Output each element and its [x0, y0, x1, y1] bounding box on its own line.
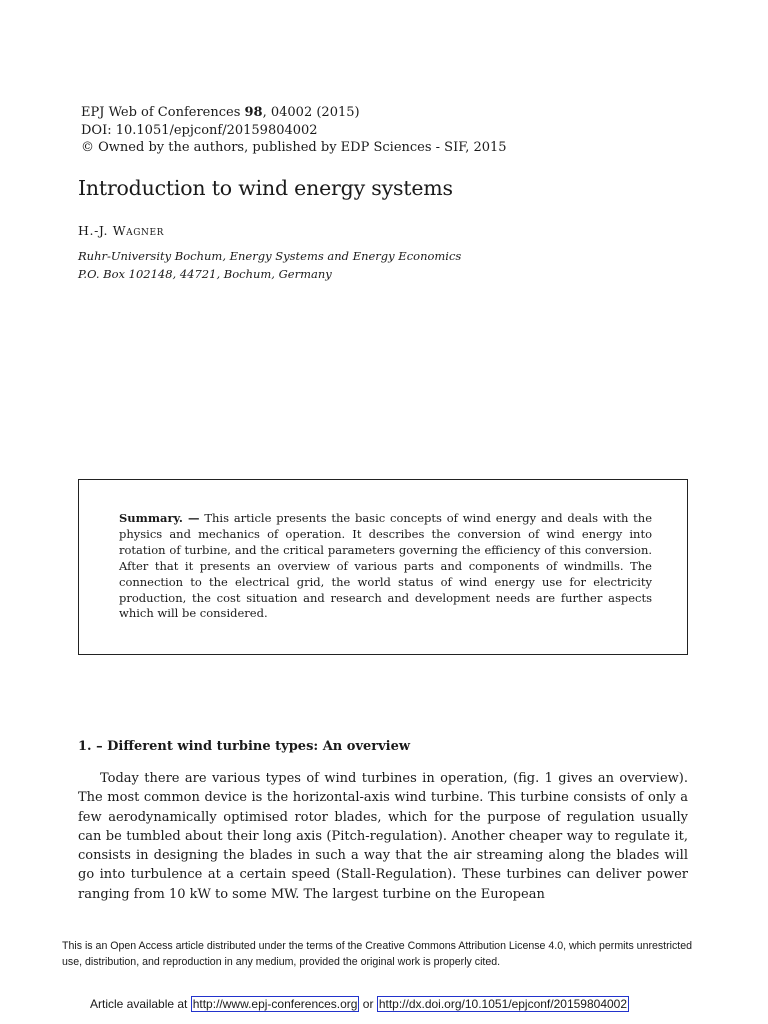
section-body: [78, 769, 688, 904]
summary-body: This article presents the basic concepts of wind energy and deals with the physics and mechanics of operation. It describes the conversion of wind energy into rotation of turbine, and the critical parameters governing the efficiency of this conversion. After that it presents an overview of various parts and components of windmills. The connection to the electrical grid, the world status of wind energy use for electricity production, the cost situation and research and development needs are further aspects which will be considered.: [119, 511, 653, 621]
affiliation-line-2: P.O. Box 102148, 44721, Bochum, Germany: [78, 267, 332, 281]
section-heading: 1. – Different wind turbine types: An overview: [78, 739, 411, 754]
doi-line: DOI: 10.1051/epjconf/20159804002: [81, 122, 318, 138]
journal-citation: EPJ Web of Conferences 98, 04002 (2015): [81, 105, 360, 120]
article-availability: Article available at http://www.epj-conferences.org or http://dx.doi.org/10.1051/epjconf/20159804002: [90, 997, 628, 1011]
summary-label: Summary. —: [119, 511, 200, 525]
journal-header: [81, 104, 507, 157]
affiliation: [78, 247, 461, 283]
affiliation-line-1: Ruhr-University Bochum, Energy Systems and Energy Economics: [78, 249, 462, 263]
body-paragraph: Today there are various types of wind turbines in operation, (fig. 1 gives an overview). The most common device is the horizontal-axis wind turbine. This turbine consists of only a few aerodynamically optimised rotor blades, which for the purpose of regulation usually can be tumbled about their long axis (Pitch-regulation). Another cheaper way to regulate it, consists in designing the blades in such a way that the air streaming along the blades will go into turbulence at a certain speed (Stall-Regulation). These turbines can deliver power ranging from 10 kW to some MW. The largest turbine on the European: [78, 771, 688, 902]
copyright-line: © Owned by the authors, published by EDP Sciences - SIF, 2015: [81, 140, 507, 155]
journal-volume: 98: [244, 105, 263, 120]
epj-conferences-link[interactable]: http://www.epj-conferences.org: [192, 997, 358, 1011]
author-name: H.-J. Wagner: [78, 223, 165, 238]
open-access-notice: This is an Open Access article distributed under the terms of the Creative Commons Attribution License 4.0, which permits unrestricted use, distribution, and reproduction in any medium, provided the original work is properly cited.: [62, 940, 693, 968]
doi-link[interactable]: http://dx.doi.org/10.1051/epjconf/20159804002: [378, 997, 628, 1011]
summary-box: [78, 479, 688, 655]
summary-text: [119, 511, 652, 622]
paper-title: Introduction to wind energy systems: [78, 176, 453, 200]
